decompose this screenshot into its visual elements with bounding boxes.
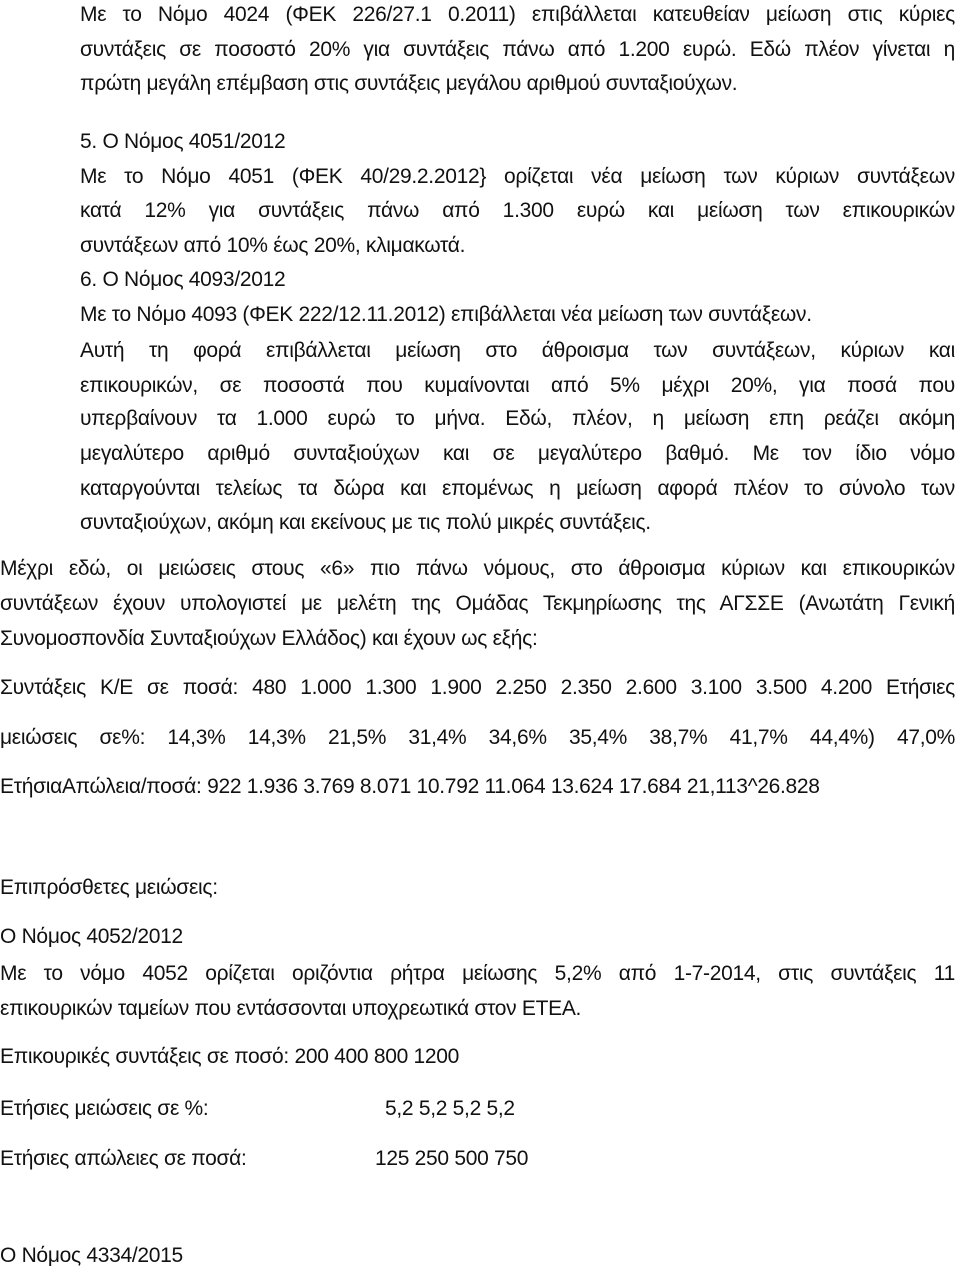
additional-heading: Επιπρόσθετες μειώσεις:: [0, 876, 218, 899]
item4-line-2: συντάξεις σε ποσοστό 20% για συντάξεις πάνω από 1.200 ευρώ. Εδώ πλέον γίνεται η: [80, 38, 955, 61]
table1-row-losses: ΕτήσιαΑπώλεια/ποσά: 922 1.936 3.769 8.071 10.792 11.064 13.624 17.684 21,113^26.828: [0, 775, 820, 798]
law-4052-line-2: επικουρικών ταμείων που εντάσσονται υποχρεωτικά στον ΕΤΕΑ.: [0, 997, 582, 1020]
item5-heading: 5. Ο Νόμος 4051/2012: [80, 130, 286, 153]
item6-line-7: συνταξιούχων, ακόμη και εκείνους με τις πολύ μικρές συντάξεις.: [80, 511, 651, 534]
annual-reductions-label: Ετήσιες μειώσεις σε %:: [0, 1097, 209, 1120]
item4-line-3: πρώτη μεγάλη επέμβαση στις συντάξεις μεγάλου αριθμού συνταξιούχων.: [80, 72, 738, 95]
item4-line-1: Με το Νόμο 4024 (ΦΕΚ 226/27.1 0.2011) επιβάλλεται κατευθείαν μείωση στις κύριες: [80, 3, 955, 26]
item6-line-5: μεγαλύτερο αριθμό συνταξιούχων και σε μεγαλύτερο βαθμό. Με τον ίδιο νόμο: [80, 442, 955, 465]
law-4052-title: Ο Νόμος 4052/2012: [0, 925, 183, 948]
item6-line-6: καταργούνται τελείως τα δώρα και επομένως η μείωση αφορά πλέον το σύνολο των: [80, 477, 955, 500]
item6-heading: 6. Ο Νόμος 4093/2012: [80, 268, 286, 291]
aux-pensions-row: Επικουρικές συντάξεις σε ποσό: 200 400 800 1200: [0, 1045, 460, 1068]
item5-line-1: Με το Νόμο 4051 (ΦΕΚ 40/29.2.2012} ορίζεται νέα μείωση των κύριων συντάξεων: [80, 165, 955, 188]
item6-line-4: υπερβαίνουν τα 1.000 ευρώ το μήνα. Εδώ, πλέον, η μείωση επη ρεάζει ακόμη: [80, 407, 955, 430]
summary-line-3: Συνομοσπονδία Συνταξιούχων Ελλάδος) και έχουν ως εξής:: [0, 627, 538, 650]
item5-line-3: συντάξεων από 10% έως 20%, κλιμακωτά.: [80, 234, 466, 257]
annual-reductions-values: 5,2 5,2 5,2 5,2: [385, 1097, 515, 1120]
table1-row-pensions: Συντάξεις Κ/Ε σε ποσά: 480 1.000 1.300 1.900 2.250 2.350 2.600 3.100 3.500 4.200 Ετήσιες: [0, 676, 955, 699]
item6-line-3: επικουρικών, σε ποσοστά που κυμαίνονται από 5% μέχρι 20%, για ποσά που: [80, 374, 955, 397]
annual-losses-label: Ετήσιες απώλειες σε ποσά:: [0, 1147, 247, 1170]
law-4052-line-1: Με το νόμο 4052 ορίζεται οριζόντια ρήτρα μείωσης 5,2% από 1-7-2014, στις συντάξεις 11: [0, 962, 955, 985]
item6-line-2: Αυτή τη φορά επιβάλλεται μείωση στο άθροισμα των συντάξεων, κύριων και: [80, 339, 955, 362]
annual-losses-values: 125 250 500 750: [375, 1147, 529, 1170]
summary-line-1: Μέχρι εδώ, οι μειώσεις στους «6» πιο πάνω νόμους, στο άθροισμα κύριων και επικουρικών: [0, 557, 955, 580]
summary-line-2: συντάξεων έχουν υπολογιστεί με μελέτη της Ομάδας Τεκμηρίωσης της ΑΓΣΣΕ (Ανωτάτη Γενική: [0, 592, 955, 615]
item5-line-2: κατά 12% για συντάξεις πάνω από 1.300 ευρώ και μείωση των επικουρικών: [80, 199, 955, 222]
item6-line-1: Με το Νόμο 4093 (ΦΕΚ 222/12.11.2012) επιβάλλεται νέα μείωση των συντάξεων.: [80, 303, 812, 326]
law-4334-title: Ο Νόμος 4334/2015: [0, 1244, 183, 1267]
table1-row-reductions: μειώσεις σε%: 14,3% 14,3% 21,5% 31,4% 34,6% 35,4% 38,7% 41,7% 44,4%) 47,0%: [0, 726, 955, 749]
